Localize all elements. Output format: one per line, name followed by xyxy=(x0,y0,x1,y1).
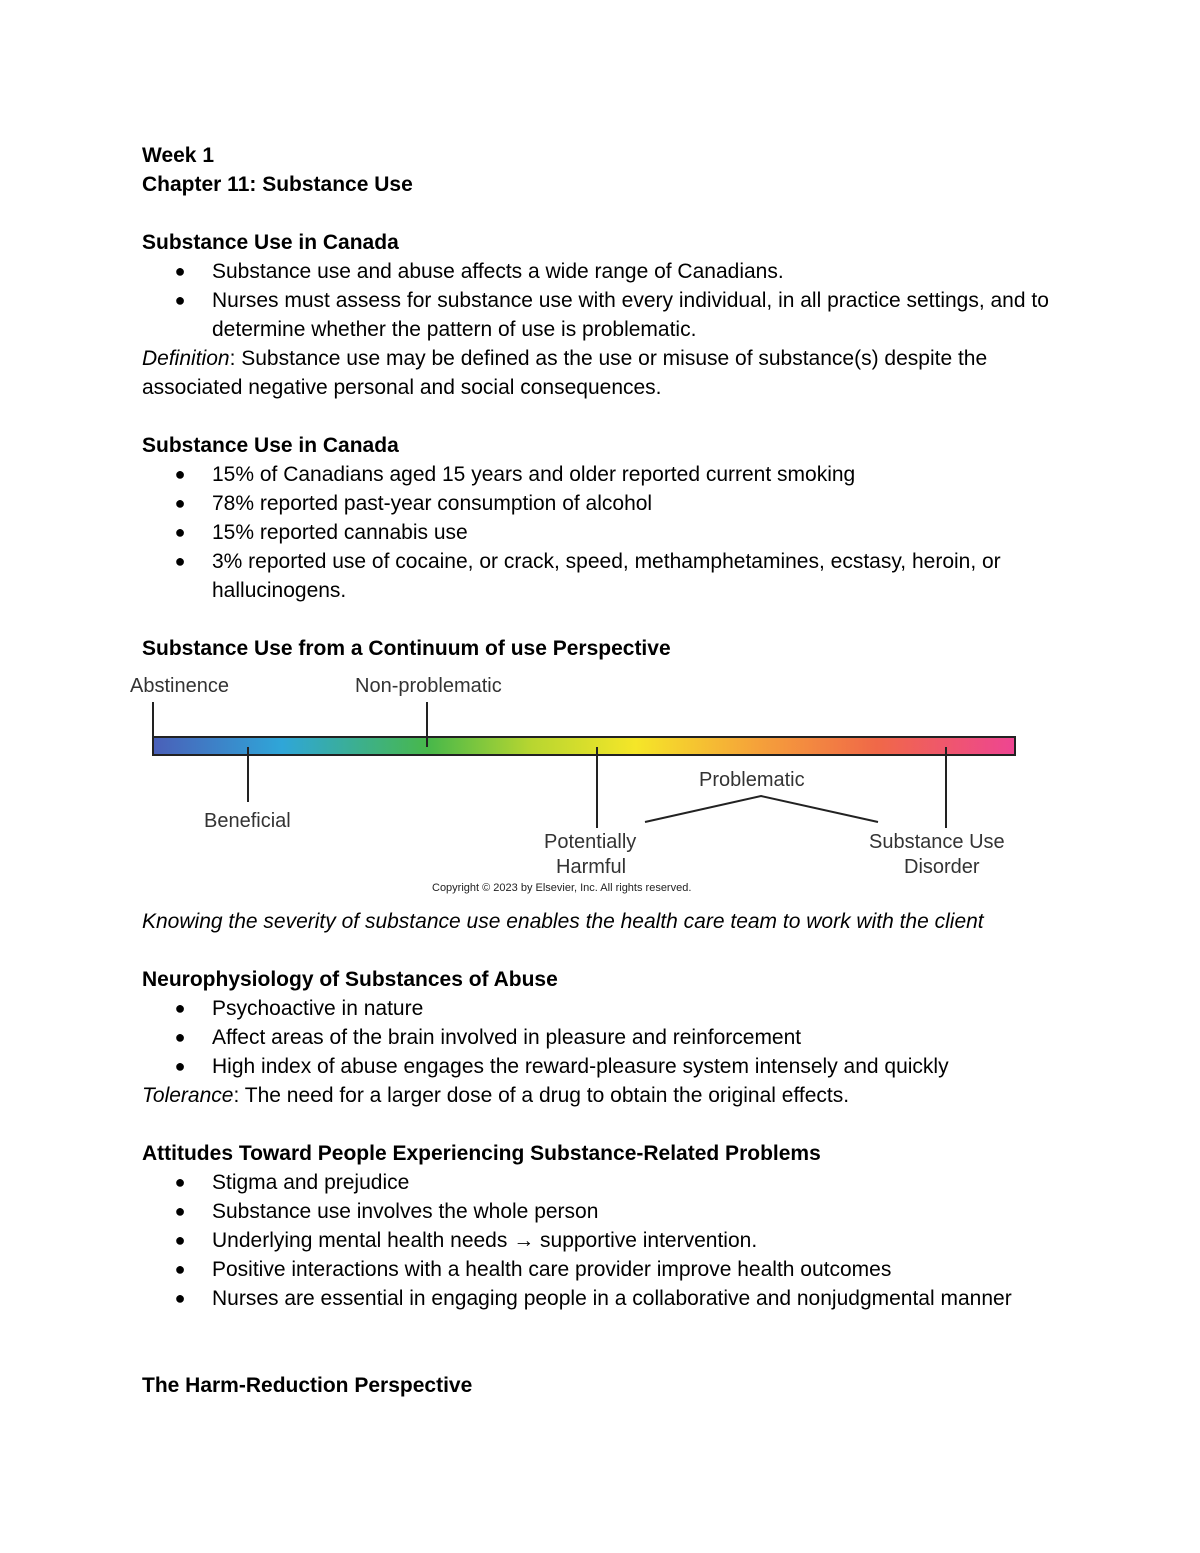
bullet-icon: ● xyxy=(174,998,186,1018)
sud-label-line1: Substance Use xyxy=(869,831,1005,853)
document-body-top xyxy=(142,141,1062,663)
bullet-icon: ● xyxy=(174,493,186,513)
problematic-bracket xyxy=(645,796,878,822)
section-heading-attitudes: Attitudes Toward People Experiencing Substance-Related Problems xyxy=(142,1142,821,1165)
definition-paragraph xyxy=(142,344,1062,402)
list-item: ● Nurses are essential in engaging people in a collaborative and nonjudgmental manner xyxy=(142,1284,1062,1313)
list-item: ● Substance use involves the whole person xyxy=(142,1197,1062,1226)
non-problematic-label: Non-problematic xyxy=(355,675,502,697)
section-heading-harm-reduction: The Harm-Reduction Perspective xyxy=(142,1374,473,1397)
problematic-label: Problematic xyxy=(699,769,805,791)
list-item: ● Substance use and abuse affects a wide range of Canadians. xyxy=(142,257,1062,286)
list-item: ● Positive interactions with a health care provider improve health outcomes xyxy=(142,1255,1062,1284)
section-heading-substance-use-canada: Substance Use in Canada xyxy=(142,231,399,254)
potentially-label: Potentially xyxy=(544,831,637,853)
bullet-icon: ● xyxy=(174,261,186,281)
bullet-icon: ● xyxy=(174,1027,186,1047)
bullet-icon: ● xyxy=(174,522,186,542)
week-heading: Week 1 xyxy=(142,144,214,167)
bullet-icon: ● xyxy=(174,551,186,571)
section4-bullet-list xyxy=(142,994,1062,1081)
tolerance-term: Tolerance xyxy=(142,1084,234,1107)
tolerance-paragraph xyxy=(142,1081,1062,1110)
sud-label-line2: Disorder xyxy=(904,856,980,878)
list-item: ● 78% reported past-year consumption of alcohol xyxy=(142,489,1062,518)
document-body-bottom xyxy=(142,907,1062,1400)
list-item: ● 15% reported cannabis use xyxy=(142,518,1062,547)
section2-bullet-list xyxy=(142,460,1062,605)
list-item: ● Stigma and prejudice xyxy=(142,1168,1062,1197)
list-item: ● Psychoactive in nature xyxy=(142,994,1062,1023)
section5-bullet-list xyxy=(142,1168,1062,1313)
harmful-label: Harmful xyxy=(556,856,627,878)
section-heading-neurophysiology: Neurophysiology of Substances of Abuse xyxy=(142,968,558,991)
bullet-icon: ● xyxy=(174,1056,186,1076)
beneficial-label: Beneficial xyxy=(204,810,291,832)
tolerance-text: : The need for a larger dose of a drug to obtain the original effects. xyxy=(233,1084,850,1107)
section-heading-substance-use-canada-stats: Substance Use in Canada xyxy=(142,434,399,457)
bullet-icon: ● xyxy=(174,1230,186,1250)
bullet-icon: ● xyxy=(174,1259,186,1279)
continuum-caption: Knowing the severity of substance use enables the health care team to work with the client xyxy=(142,910,984,933)
copyright-text: Copyright © 2023 by Elsevier, Inc. All rights reserved. xyxy=(432,882,692,894)
list-item: ● Nurses must assess for substance use with every individual, in all practice settings, and to determine whether the pattern of use is problematic. xyxy=(142,286,1062,344)
list-item: ● 3% reported use of cocaine, or crack, speed, methamphetamines, ecstasy, heroin, or hallucinogens. xyxy=(142,547,1062,605)
list-item: ● Underlying mental health needs → supportive intervention. xyxy=(142,1226,1062,1255)
chapter-heading: Chapter 11: Substance Use xyxy=(142,173,413,196)
list-item: ● Affect areas of the brain involved in pleasure and reinforcement xyxy=(142,1023,1062,1052)
continuum-diagram xyxy=(110,668,1060,903)
abstinence-label: Abstinence xyxy=(130,675,229,697)
bullet-icon: ● xyxy=(174,464,186,484)
section1-bullet-list xyxy=(142,257,1062,344)
section-heading-continuum: Substance Use from a Continuum of use Perspective xyxy=(142,637,671,660)
bullet-icon: ● xyxy=(174,1288,186,1308)
definition-text: : Substance use may be defined as the use or misuse of substance(s) despite the associated negative personal and social consequences. xyxy=(142,347,988,399)
bullet-icon: ● xyxy=(174,290,186,310)
list-item: ● High index of abuse engages the reward-pleasure system intensely and quickly xyxy=(142,1052,1062,1081)
list-item: ● 15% of Canadians aged 15 years and older reported current smoking xyxy=(142,460,1062,489)
continuum-bar xyxy=(153,737,1015,755)
continuum-svg xyxy=(110,668,1060,903)
definition-term: Definition xyxy=(142,347,230,370)
bullet-icon: ● xyxy=(174,1201,186,1221)
bullet-icon: ● xyxy=(174,1172,186,1192)
